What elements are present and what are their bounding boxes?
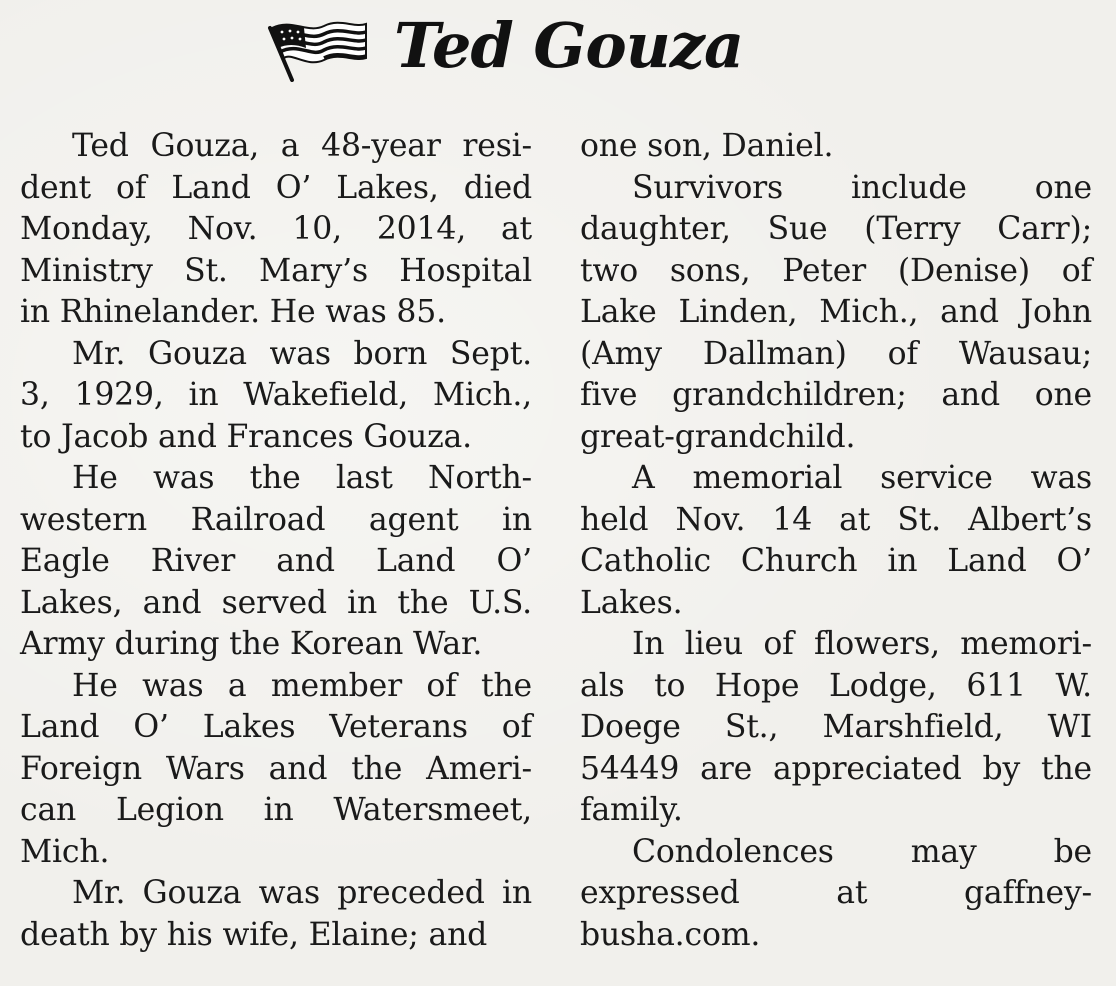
text-line: Army during the Korean War. [20, 626, 483, 662]
text-line: in Rhinelander. He was 85. [20, 294, 446, 330]
text-line: He was the last North- [72, 460, 532, 496]
text-line: Ted Gouza, a 48-year resi- [72, 128, 532, 164]
text-line: Survivors include one [632, 169, 1092, 206]
paragraph [580, 624, 1092, 832]
text-line: Lakes. [580, 584, 683, 621]
right-column [580, 126, 1092, 956]
text-line: Eagle River and Land O’ [20, 543, 532, 579]
text-line: to Jacob and Frances Gouza. [20, 418, 472, 455]
text-line: Condolences may be [632, 833, 1092, 870]
text-line: Mr. Gouza was preceded in [72, 875, 532, 911]
text-line: In lieu of flowers, memori- [632, 626, 1092, 662]
text-line: He was a member of the [72, 667, 532, 704]
paragraph [580, 832, 1092, 957]
text-line: (Amy Dallman) of Wausau; [580, 335, 1092, 372]
text-line: Doege St., Marshfield, WI [580, 709, 1092, 745]
paragraph [580, 168, 1092, 459]
text-line: family. [580, 792, 683, 828]
paragraph [20, 334, 532, 459]
text-line: Mich. [20, 833, 110, 870]
obituary-title: Ted Gouza [394, 9, 744, 82]
paragraph [20, 873, 532, 956]
text-line: death by his wife, Elaine; and [20, 916, 488, 953]
text-line: Monday, Nov. 10, 2014, at [20, 211, 532, 247]
text-line: als to Hope Lodge, 611 W. [580, 667, 1092, 704]
obituary-header [0, 8, 1116, 84]
text-line: dent of Land O’ Lakes, died [20, 169, 532, 206]
text-line: can Legion in Watersmeet, [20, 792, 532, 828]
text-line: daughter, Sue (Terry Carr); [580, 211, 1092, 247]
paragraph [20, 666, 532, 874]
paragraph [20, 126, 532, 334]
text-line: one son, Daniel. [580, 128, 834, 164]
american-flag-icon [262, 14, 370, 82]
text-line: Foreign Wars and the Ameri- [20, 750, 532, 787]
paragraph [580, 458, 1092, 624]
text-line: busha.com. [580, 916, 761, 953]
text-line: Mr. Gouza was born Sept. [72, 335, 532, 372]
text-line: expressed at gaffney- [580, 875, 1092, 911]
paragraph [20, 458, 532, 666]
text-line: held Nov. 14 at St. Albert’s [580, 501, 1092, 538]
text-line: Catholic Church in Land O’ [580, 543, 1092, 579]
paragraph [580, 126, 1092, 168]
text-line: Ministry St. Mary’s Hospital [20, 252, 532, 289]
text-line: Lake Linden, Mich., and John [580, 294, 1092, 330]
text-line: five grandchildren; and one [580, 377, 1092, 413]
text-line: Land O’ Lakes Veterans of [20, 709, 532, 745]
text-line: 54449 are appreciated by the [580, 750, 1092, 787]
text-line: western Railroad agent in [20, 501, 532, 538]
text-line: two sons, Peter (Denise) of [580, 252, 1092, 289]
left-column [20, 126, 532, 956]
text-line: 3, 1929, in Wakefield, Mich., [20, 377, 532, 413]
text-line: great-grandchild. [580, 418, 856, 455]
text-line: Lakes, and served in the U.S. [20, 584, 532, 621]
text-line: A memorial service was [632, 460, 1092, 496]
